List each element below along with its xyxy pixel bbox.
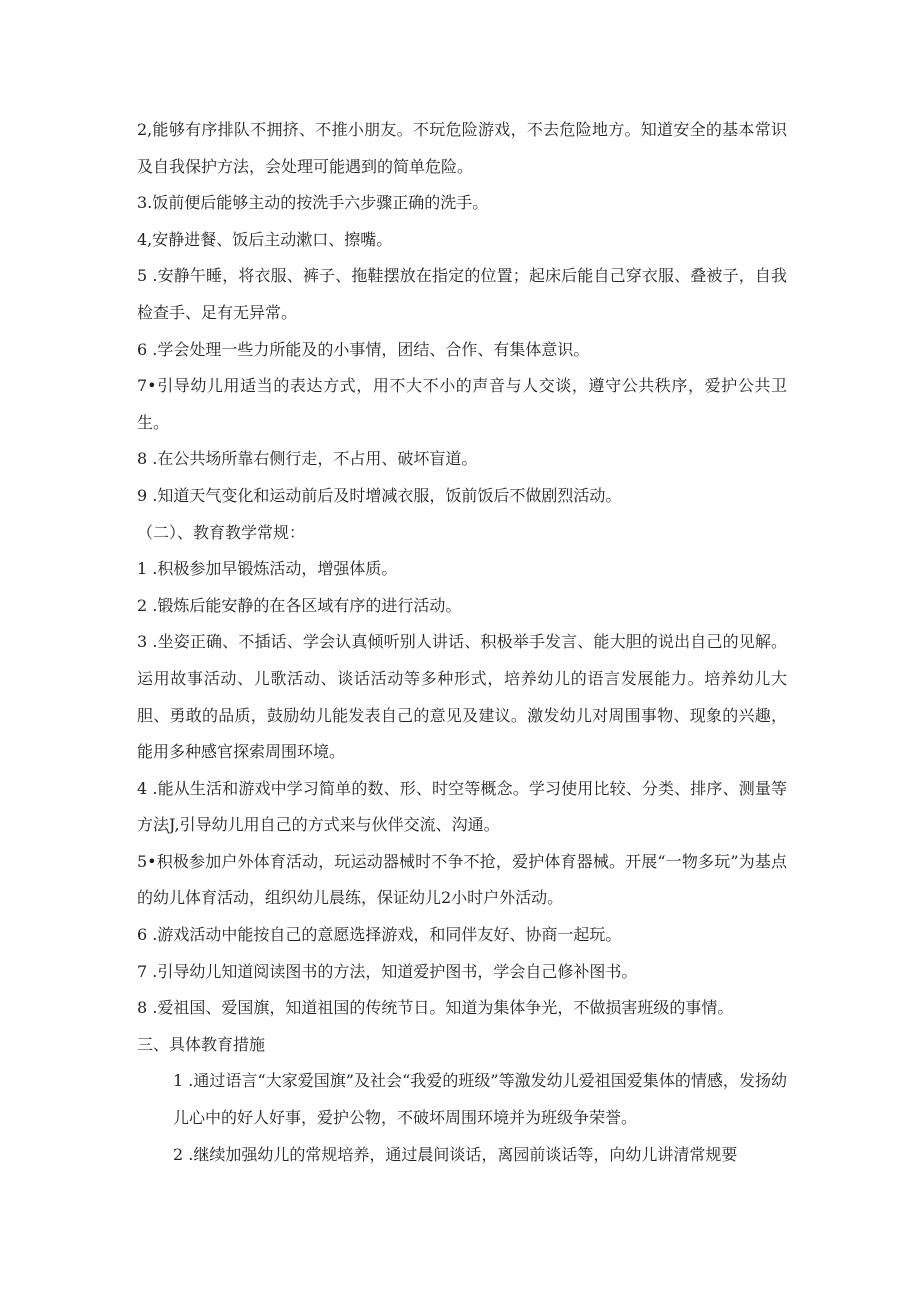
paragraph-weather: 9 .知道天气变化和运动前后及时增减衣服，饭前饭后不做剧烈活动。 [137,485,622,505]
paragraph-after-exercise: 2 .锻炼后能安静的在各区域有序的进行活动。 [137,595,462,615]
paragraph-posture-language: 3 .坐姿正确、不插话、学会认真倾听别人讲话、积极举手发言、能大胆的说出自己的见解。运用故事活动、儿歌活动、谈话活动等多种形式，培养幼儿的语言发展能力。培养幼儿大胆、勇敢的品质，鼓励幼儿能发表自己的意见及建议。激发幼儿对周围事物、现象的兴趣，能用多种感官探索周围环境。 [137,632,787,762]
paragraph-morning-exercise: 1 .积极参加早锻炼活动，增强体质。 [137,559,398,579]
paragraph-measure-2: 2 .继续加强幼儿的常规培养，通过晨间谈话，离园前谈话等，向幼儿讲清常规要 [173,1144,738,1164]
paragraph-safety-queue: 2,能够有序排队不拥挤、不推小朋友。不玩危险游戏，不去危险地方。知道安全的基本常识及自我保护方法，会处理可能遇到的简单危险。 [137,120,787,176]
paragraph-measure-1: 1 .通过语言“大家爱国旗”及社会“我爱的班级”等激发幼儿爱祖国爱集体的情感，发扬幼儿心中的好人好事，爱护公物，不破坏周围环境并为班级争荣誉。 [173,1071,787,1128]
paragraph-eating: 4,安静进餐、饭后主动漱口、擦嘴。 [137,229,393,249]
section-heading-teaching-routine: （二）、教育教学常规： [137,522,306,542]
paragraph-small-tasks: 6 .学会处理一些力所能及的小事情，团结、合作、有集体意识。 [137,339,590,359]
document-body [137,112,787,1173]
paragraph-math-concepts: 4 .能从生活和游戏中学习简单的数、形、时空等概念。学习使用比较、分类、排序、测量等方法J,引导幼儿用自己的方式来与伙伴交流、沟通。 [137,778,787,835]
paragraph-handwashing: 3.饭前便后能够主动的按洗手六步骤正确的洗手。 [137,193,489,213]
paragraph-patriotism: 8 .爱祖国、爱国旗，知道祖国的传统节日。知道为集体争光，不做损害班级的事情。 [137,998,734,1018]
paragraph-public-places: 8 .在公共场所靠右侧行走，不占用、破坏盲道。 [137,449,478,469]
paragraph-communication: 7•引导幼儿用适当的表达方式，用不大不小的声音与人交谈，遵守公共秩序，爱护公共卫生。 [137,376,787,432]
paragraph-reading: 7 .引导幼儿知道阅读图书的方法，知道爱护图书，学会自己修补图书。 [137,961,638,981]
section-heading-measures: 三、具体教育措施 [137,1034,266,1054]
paragraph-outdoor-sports: 5•积极参加户外体育活动，玩运动器械时不争不抢，爱护体育器械。开展“一物多玩”为基点的幼儿体育活动，组织幼儿晨练，保证幼儿2小时户外活动。 [137,851,787,908]
paragraph-games: 6 .游戏活动中能按自己的意愿选择游戏，和同伴友好、协商一起玩。 [137,925,622,945]
paragraph-nap: 5 .安静午睡，将衣服、裤子、拖鞋摆放在指定的位置；起床后能自己穿衣服、叠被子，自我检查手、足有无异常。 [137,266,787,322]
